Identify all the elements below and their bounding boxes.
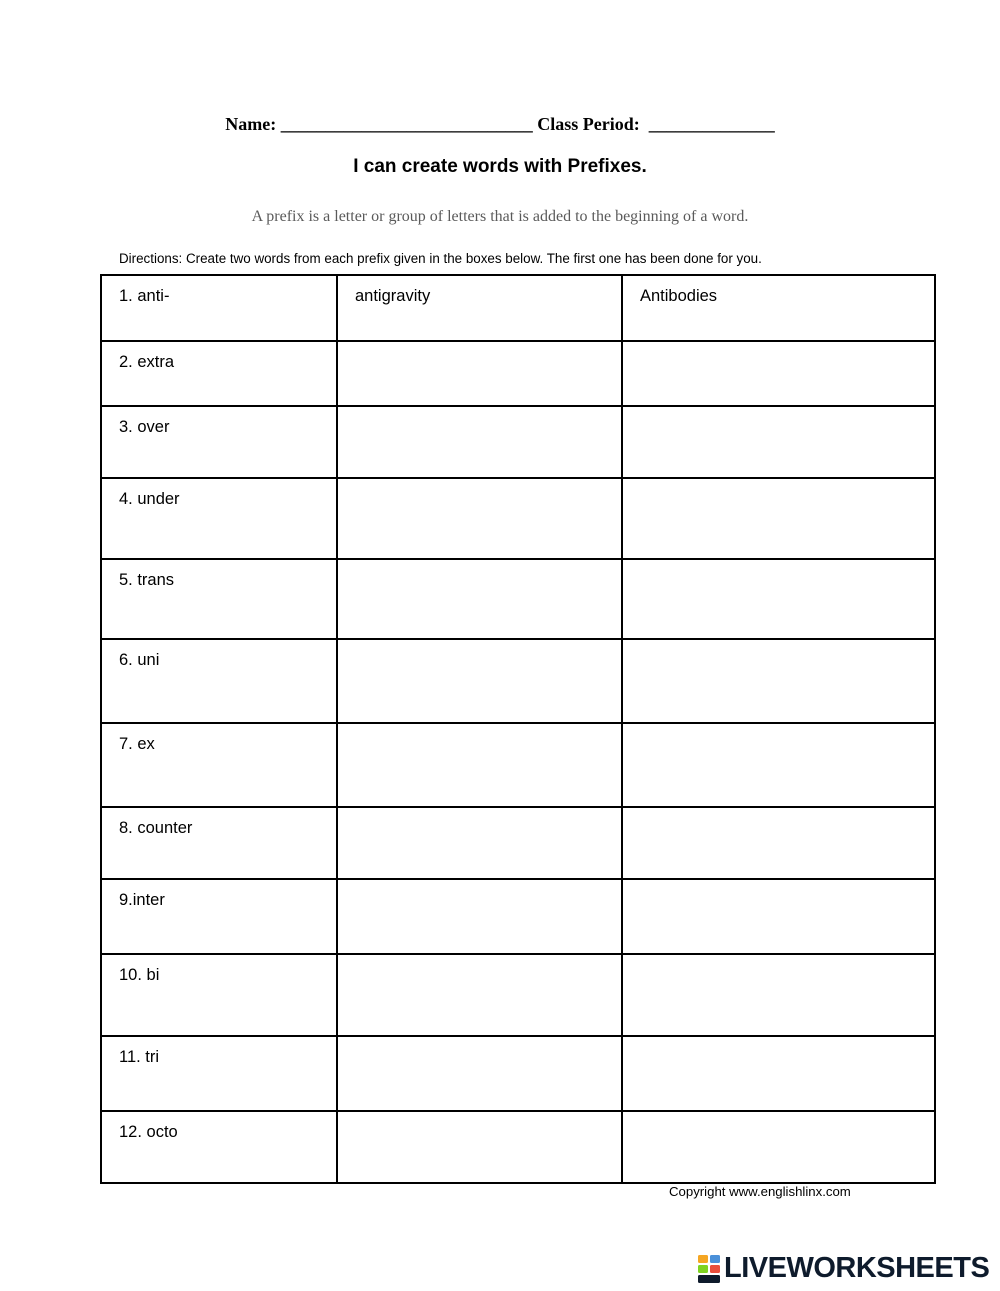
word2-cell[interactable] — [622, 1036, 935, 1111]
word1-cell[interactable] — [337, 954, 622, 1036]
logo-block-dark — [698, 1275, 720, 1283]
liveworksheets-logo-icon — [697, 1254, 721, 1284]
word2-cell[interactable] — [622, 478, 935, 559]
table-row — [101, 275, 935, 341]
word1-cell[interactable] — [337, 559, 622, 639]
table-row — [101, 406, 935, 478]
prefix-cell: 8. counter — [101, 807, 337, 879]
table-row — [101, 723, 935, 807]
prefix-cell: 3. over — [101, 406, 337, 478]
directions-text: Directions: Create two words from each prefix given in the boxes below. The first one has been done for you. — [119, 251, 762, 266]
word1-cell[interactable] — [337, 807, 622, 879]
word1-cell[interactable] — [337, 639, 622, 723]
prefix-definition: A prefix is a letter or group of letters that is added to the beginning of a word. — [251, 208, 749, 225]
word2-cell[interactable] — [622, 406, 935, 478]
word1-cell[interactable] — [337, 1036, 622, 1111]
worksheet-title: I can create words with Prefixes. — [353, 156, 647, 177]
logo-block-orange — [698, 1255, 708, 1263]
word1-cell[interactable] — [337, 723, 622, 807]
table-row — [101, 639, 935, 723]
word2-cell[interactable] — [622, 1111, 935, 1183]
word1-cell[interactable] — [337, 341, 622, 406]
prefix-cell: 5. trans — [101, 559, 337, 639]
table-row — [101, 478, 935, 559]
table-row — [101, 879, 935, 954]
prefix-cell: 1. anti- — [101, 275, 337, 341]
word1-cell[interactable]: antigravity — [337, 275, 622, 341]
word2-cell[interactable]: Antibodies — [622, 275, 935, 341]
word2-cell[interactable] — [622, 559, 935, 639]
word2-cell[interactable] — [622, 954, 935, 1036]
prefix-cell: 2. extra — [101, 341, 337, 406]
word2-cell[interactable] — [622, 807, 935, 879]
prefix-table — [100, 274, 936, 1184]
logo-block-red — [710, 1265, 720, 1273]
table-row — [101, 559, 935, 639]
word2-cell[interactable] — [622, 341, 935, 406]
logo-block-blue — [710, 1255, 720, 1263]
table-row — [101, 1036, 935, 1111]
word1-cell[interactable] — [337, 879, 622, 954]
prefix-cell: 12. octo — [101, 1111, 337, 1183]
prefix-cell: 7. ex — [101, 723, 337, 807]
table-row — [101, 1111, 935, 1183]
name-class-period-line: Name: ____________________________ Class Period: ______________ — [225, 114, 775, 134]
liveworksheets-logo-text: LIVEWORKSHEETS — [724, 1252, 990, 1284]
word1-cell[interactable] — [337, 406, 622, 478]
table-row — [101, 807, 935, 879]
logo-block-green — [698, 1265, 708, 1273]
prefix-cell: 11. tri — [101, 1036, 337, 1111]
table-row — [101, 954, 935, 1036]
prefix-cell: 10. bi — [101, 954, 337, 1036]
word1-cell[interactable] — [337, 1111, 622, 1183]
liveworksheets-logo[interactable] — [697, 1252, 989, 1285]
copyright-text: Copyright www.englishlinx.com — [669, 1184, 851, 1199]
word2-cell[interactable] — [622, 879, 935, 954]
word2-cell[interactable] — [622, 639, 935, 723]
prefix-cell: 9.inter — [101, 879, 337, 954]
prefix-cell: 6. uni — [101, 639, 337, 723]
word1-cell[interactable] — [337, 478, 622, 559]
word2-cell[interactable] — [622, 723, 935, 807]
prefix-cell: 4. under — [101, 478, 337, 559]
table-row — [101, 341, 935, 406]
